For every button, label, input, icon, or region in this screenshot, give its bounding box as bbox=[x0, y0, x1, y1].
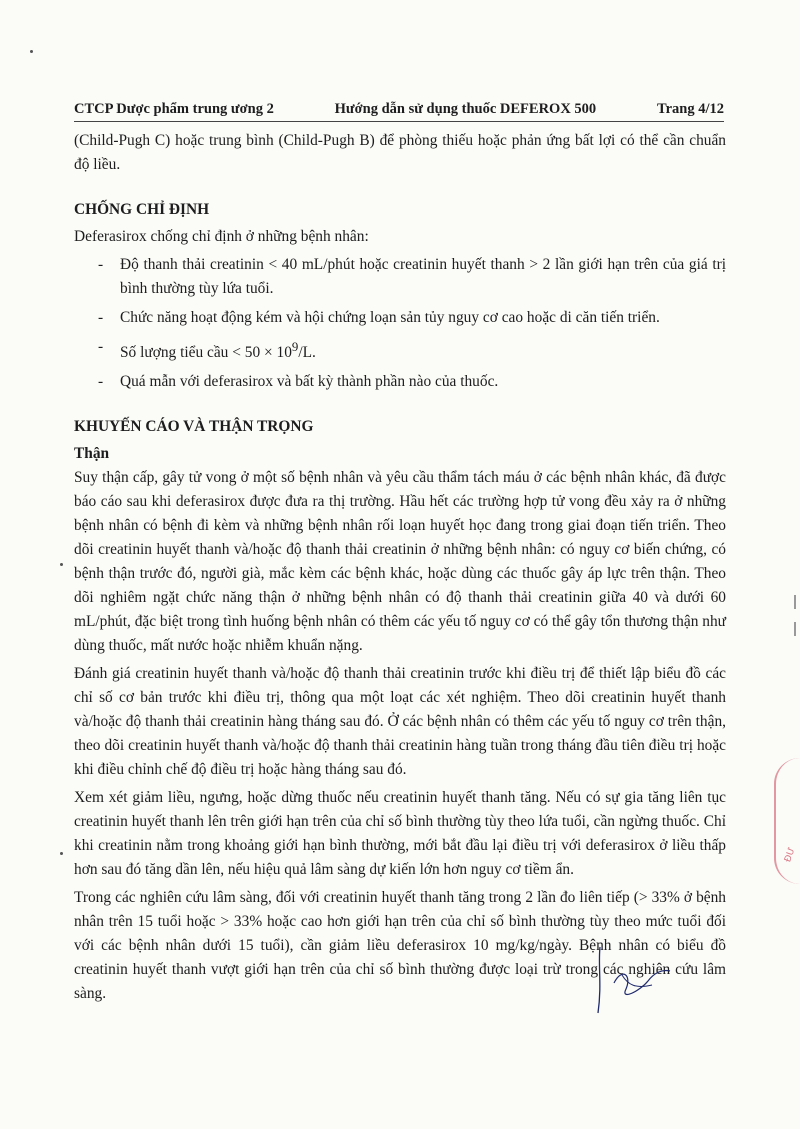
kidney-subheading: Thận bbox=[74, 445, 110, 463]
warnings-heading: KHUYẾN CÁO VÀ THẬN TRỌNG bbox=[74, 418, 314, 436]
scan-speck bbox=[60, 563, 63, 566]
scan-speck bbox=[30, 50, 33, 53]
kidney-paragraph-4: Trong các nghiên cứu lâm sàng, đối với creatinin huyết thanh tăng trong 2 lần đo liên tiếp (> 33% ở bệnh nhân trên 15 tuổi hoặc > 33% hoặc cao hơn giới hạn trên của chỉ số bình thường tùy theo mức tuổi đối với các bệnh nhân dưới 15 tuổi), cần giảm liều deferasirox 10 mg/kg/ngày. Bệnh nhân có biểu đồ creatinin huyết thanh vượt giới hạn trên của chỉ số bình thường được loại trừ trong các nghiên cứu lâm sàng. bbox=[74, 889, 726, 1003]
stamp-text: ĐƯ bbox=[783, 846, 798, 864]
list-item: - Quá mẫn với deferasirox và bất kỳ thành phần nào của thuốc. bbox=[98, 373, 499, 391]
stamp-fragment bbox=[774, 758, 800, 884]
list-item: - Chức năng hoạt động kém và hội chứng loạn sản tủy nguy cơ cao hoặc di căn tiến triển. bbox=[98, 309, 660, 326]
header-company: CTCP Dược phẩm trung ương 2 bbox=[74, 101, 274, 117]
edge-mark bbox=[794, 595, 796, 609]
intro-paragraph: (Child-Pugh C) hoặc trung bình (Child-Pugh B) để phòng thiếu hoặc phản ứng bất lợi có thể cần chuẩn độ liều. bbox=[74, 132, 726, 173]
page-body bbox=[74, 129, 726, 1010]
list-item: - Độ thanh thải creatinin < 40 mL/phút hoặc creatinin huyết thanh > 2 lần giới hạn trên của giá trị bình thường tùy lứa tuổi. bbox=[98, 256, 726, 297]
contraindications-list bbox=[74, 253, 726, 394]
contraindications-lead: Deferasirox chống chỉ định ở những bệnh nhân: bbox=[74, 228, 369, 245]
header-page-number: Trang 4/12 bbox=[656, 101, 724, 117]
page-header bbox=[74, 94, 724, 122]
kidney-paragraph-3: Xem xét giảm liều, ngưng, hoặc dừng thuốc nếu creatinin huyết thanh tăng. Nếu có sự gia tăng liên tục creatinin huyết thanh lên trên giới hạn trên của chỉ số bình thường tùy theo lứa tuổi, cần ngừng thuốc. Chỉ khi creatinin nằm trong khoảng giới hạn bình thường, mới bắt đầu lại điều trị với deferasirox ở liều thấp hơn sau đó tăng dần lên, nếu hiệu quả lâm sàng dự kiến lớn hơn nguy cơ tiềm ẩn. bbox=[74, 789, 726, 879]
header-doc-title: Hướng dẫn sử dụng thuốc DEFEROX 500 bbox=[334, 101, 597, 117]
contraindications-heading: CHỐNG CHỈ ĐỊNH bbox=[74, 201, 210, 218]
scan-speck bbox=[60, 852, 63, 855]
list-item-platelets: - Số lượng tiểu cầu < $50 \times 10^9/L$. bbox=[98, 338, 316, 362]
kidney-paragraph-2: Đánh giá creatinin huyết thanh và/hoặc độ thanh thải creatinin trước khi điều trị để thiết lập biểu đồ các chỉ số cơ bản trước khi điều trị, thông qua một loạt các xét nghiệm. Theo dõi creatinin huyết thanh và/hoặc độ thanh thải creatinin hàng tháng sau đó. Ở các bệnh nhân có thêm các yếu tố nguy cơ trên thận, theo dõi creatinin huyết thanh và/hoặc độ thanh thải creatinin hàng tuần trong tháng đầu tiên điều trị hoặc khi điều chỉnh chế độ điều trị hoặc hàng tháng sau đó. bbox=[74, 665, 726, 779]
edge-mark bbox=[794, 622, 796, 636]
signature-mark bbox=[592, 945, 672, 1015]
kidney-paragraph-1: Suy thận cấp, gây tử vong ở một số bệnh nhân và yêu cầu thẩm tách máu ở các bệnh nhân khác, đã được báo cáo sau khi deferasirox được đưa ra thị trường. Hầu hết các trường hợp tử vong đều xảy ra ở những bệnh nhân có bệnh đi kèm và những bệnh nhân rối loạn huyết học đang trong giai đoạn tiến triển. Theo dõi creatinin huyết thanh và/hoặc độ thanh thải creatinin ở những bệnh nhân: có nguy cơ biến chứng, có bệnh thận trước đó, người già, mắc kèm các bệnh khác, hoặc dùng các thuốc gây áp lực trên thận. Theo dõi nghiêm ngặt chức năng thận ở những bệnh nhân có độ thanh thải creatinin giữa 40 và dưới 60 mL/phút, đặc biệt trong tình huống bệnh nhân có thêm các yếu tố nguy cơ có thể gây tổn thương thận như dùng thuốc, mất nước hoặc nhiễm khuẩn nặng. bbox=[74, 469, 726, 655]
